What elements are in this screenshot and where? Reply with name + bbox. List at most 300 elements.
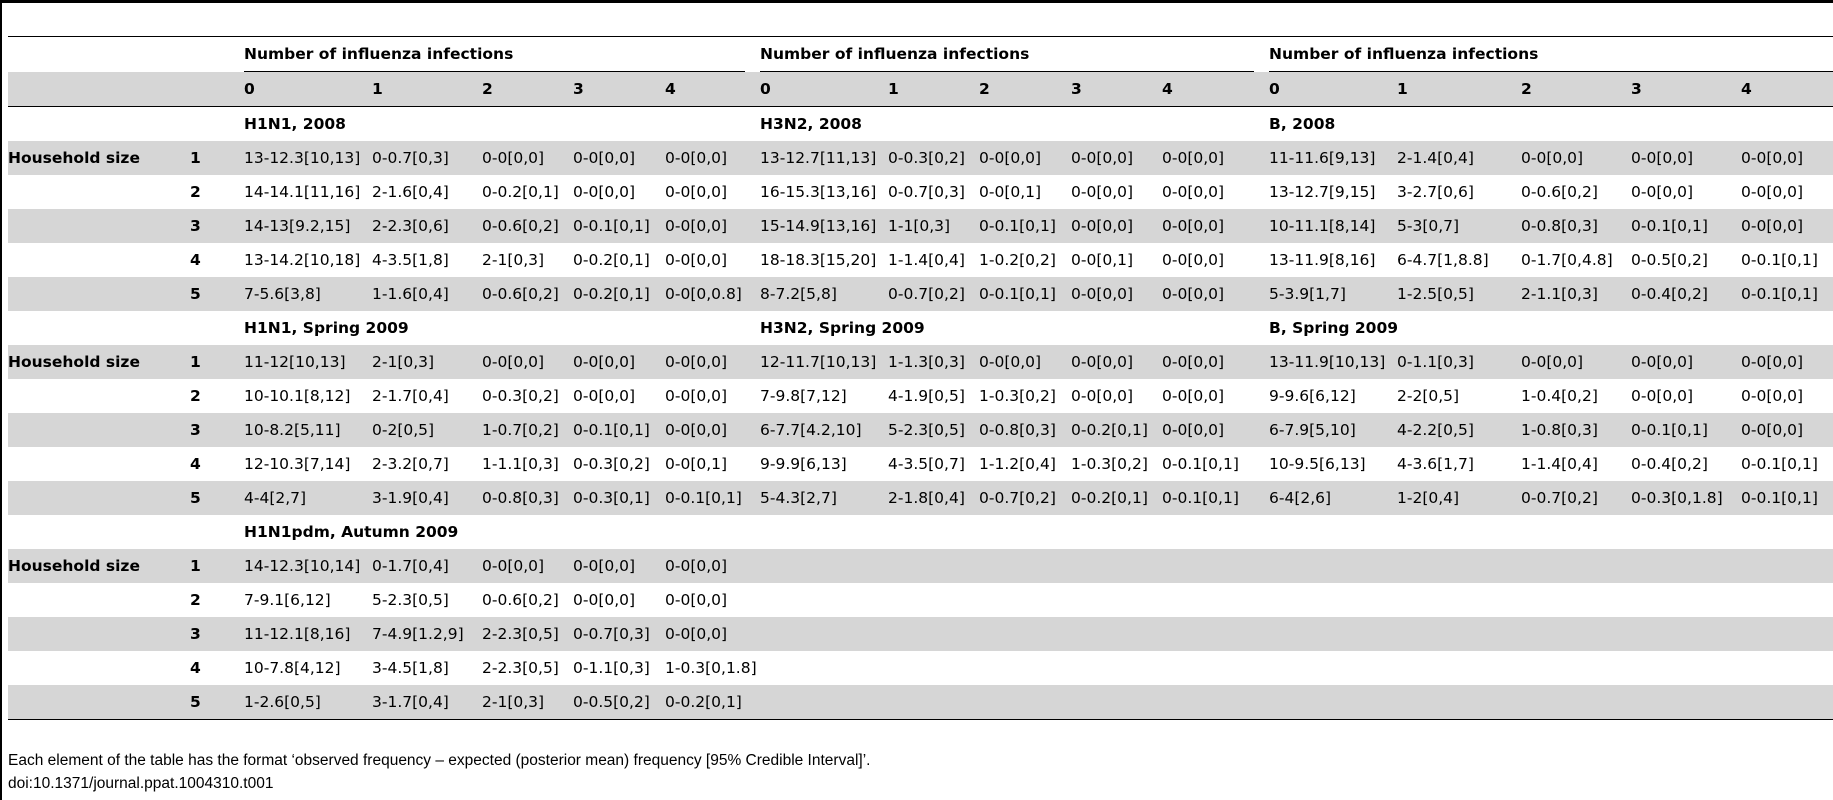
table-row: [8, 175, 1833, 209]
table-cell: 2-2.3[0,6]: [372, 209, 482, 243]
table-row: [8, 617, 1833, 651]
table-cell: 6-7.9[5,10]: [1269, 413, 1397, 447]
gap-cell: [745, 549, 760, 583]
table-cell: [1631, 651, 1741, 685]
table-cell: 0-0.3[0,1]: [573, 481, 665, 515]
table-cell: 0-0[0,0]: [482, 141, 573, 175]
table-cell: 0-0.2[0,1]: [482, 183, 559, 201]
table-cell: 0-0[0,0]: [1631, 387, 1694, 405]
table-cell: [979, 617, 1071, 651]
section-title: B, Spring 2009: [1269, 319, 1399, 337]
table-cell: [1397, 549, 1521, 583]
table-cell: 1-0.4[0,2]: [1521, 387, 1598, 405]
table-cell: 6-4.7[1,8.8]: [1397, 251, 1489, 269]
table-cell: [1397, 583, 1521, 617]
table-cell: 10-9.5[6,13]: [1269, 455, 1366, 473]
table-cell: 4-3.5[0,7]: [888, 455, 965, 473]
table-cell: 1-0.8[0,3]: [1521, 413, 1631, 447]
section-title: B, 2008: [1269, 115, 1336, 133]
table-cell: 0-0.1[0,1]: [979, 277, 1071, 311]
table-cell: [1521, 685, 1631, 720]
section-title: [1269, 515, 1833, 549]
table-cell: 4-1.9[0,5]: [888, 387, 965, 405]
table-cell: 0-0.7[0,2]: [979, 481, 1071, 515]
table-cell: 1-1.4[0,4]: [888, 251, 965, 269]
table-cell: 0-0[0,1]: [979, 183, 1042, 201]
empty-cell: [8, 107, 190, 142]
table-cell: 0-0.1[0,1]: [1631, 413, 1741, 447]
empty-cell: [8, 447, 190, 481]
table-cell: 0-0[0,0]: [482, 345, 573, 379]
table-cell: 0-0.8[0,3]: [979, 413, 1071, 447]
gap-cell: [1254, 311, 1269, 345]
table-cell: 0-0.1[0,1]: [979, 209, 1071, 243]
table-cell: 2-1.6[0,4]: [372, 183, 449, 201]
table-cell: 1-1[0,3]: [888, 209, 979, 243]
section-title: H3N2, Spring 2009: [760, 319, 925, 337]
table-cell: [1269, 685, 1397, 720]
table-cell: 0-0.1[0,1]: [1741, 481, 1833, 515]
table-row: [8, 481, 1833, 515]
table-cell: 1-1.6[0,4]: [372, 277, 482, 311]
table-cell: 0-0[0,0]: [665, 549, 745, 583]
table-cell: 0-0.2[0,1]: [665, 685, 745, 720]
table-cell: 0-0[0,0]: [1162, 413, 1254, 447]
gap-cell: [1254, 107, 1269, 142]
table-row: [8, 583, 1833, 617]
table-cell: 13-11.9[10,13]: [1269, 345, 1397, 379]
table-cell: 0-0[0,0]: [482, 549, 573, 583]
gap-cell: [745, 209, 760, 243]
table-cell: 0-0[0,0]: [1741, 345, 1833, 379]
table-cell: 0-0[0,0]: [665, 413, 745, 447]
household-size: 1: [190, 141, 244, 175]
table-cell: 0-0.2[0,1]: [1071, 413, 1162, 447]
influenza-table: [8, 36, 1833, 720]
table-cell: [760, 651, 888, 685]
table-cell: [1071, 685, 1162, 720]
empty-cell: [8, 413, 190, 447]
table-cell: [760, 583, 888, 617]
table-cell: 0-0.1[0,1]: [1162, 455, 1239, 473]
table-cell: 0-0[0,0]: [1071, 183, 1134, 201]
table-row: [8, 549, 1833, 583]
column-header: 0: [760, 72, 888, 107]
table-cell: 3-1.7[0,4]: [372, 685, 482, 720]
table-cell: 10-11.1[8,14]: [1269, 209, 1397, 243]
table-cell: 13-12.7[9,15]: [1269, 183, 1376, 201]
gap-cell: [745, 685, 760, 720]
household-size: 1: [190, 549, 244, 583]
gap-cell: [745, 175, 760, 209]
table-cell: 13-12.7[11,13]: [760, 141, 888, 175]
gap-cell: [1254, 345, 1269, 379]
table-cell: 0-0[0,0]: [1631, 183, 1694, 201]
column-header: 0: [1269, 72, 1397, 107]
table-cell: 0-0.5[0,2]: [1631, 251, 1708, 269]
table-cell: 0-0[0,0]: [1162, 209, 1254, 243]
table-cell: 12-10.3[7,14]: [244, 455, 351, 473]
table-cell: 0-0.6[0,2]: [482, 277, 573, 311]
gap-cell: [1254, 481, 1269, 515]
table-cell: [1162, 685, 1254, 720]
gap-cell: [1254, 141, 1269, 175]
row-group-label: Household size: [8, 549, 190, 583]
table-cell: 0-0[0,0]: [1741, 387, 1804, 405]
table-cell: 0-0[0,0]: [573, 345, 665, 379]
table-cell: [1631, 617, 1741, 651]
table-cell: 11-11.6[9,13]: [1269, 141, 1397, 175]
table-cell: [1269, 549, 1397, 583]
table-cell: 0-0.3[0,1.8]: [1631, 481, 1741, 515]
group-title: Number of influenza infections: [1269, 37, 1833, 72]
table-cell: [888, 617, 979, 651]
gap-cell: [1254, 617, 1269, 651]
table-cell: 5-4.3[2,7]: [760, 481, 888, 515]
section-title: H1N1, Spring 2009: [244, 319, 409, 337]
table-cell: 0-0.6[0,2]: [1521, 183, 1598, 201]
table-cell: 0-1.1[0,3]: [573, 659, 650, 677]
table-cell: 0-0.1[0,1]: [1741, 277, 1833, 311]
table-cell: 0-0[0,0]: [665, 251, 728, 269]
table-cell: 0-0.8[0,3]: [482, 481, 573, 515]
table-cell: 0-0[0,0]: [665, 141, 745, 175]
section-title-row: [8, 107, 1833, 142]
table-cell: 0-0[0,0]: [1521, 141, 1631, 175]
column-header: 0: [244, 72, 372, 107]
table-cell: [1631, 549, 1741, 583]
table-cell: 1-0.2[0,2]: [979, 251, 1056, 269]
table-row: [8, 651, 1833, 685]
table-cell: [1741, 617, 1833, 651]
table-cell: 15-14.9[13,16]: [760, 209, 888, 243]
section-title: H1N1pdm, Autumn 2009: [244, 523, 459, 541]
table-cell: [888, 549, 979, 583]
table-cell: 2-1[0,3]: [372, 345, 482, 379]
empty-cell: [190, 515, 244, 549]
table-cell: 0-0.7[0,3]: [372, 141, 482, 175]
gap-cell: [1254, 549, 1269, 583]
gap-cell: [745, 243, 760, 277]
household-size: 2: [190, 183, 201, 201]
empty-cell: [8, 617, 190, 651]
table-cell: 0-0[0,0]: [979, 141, 1071, 175]
table-cell: 0-0[0,0]: [1162, 277, 1254, 311]
gap-cell: [745, 617, 760, 651]
table-cell: 0-0[0,0]: [573, 183, 636, 201]
table-cell: 0-0.6[0,2]: [482, 591, 559, 609]
row-group-label: Household size: [8, 345, 190, 379]
table-cell: 2-1[0,3]: [482, 251, 545, 269]
table-cell: 2-2[0,5]: [1397, 387, 1460, 405]
column-header: 3: [1631, 72, 1741, 107]
table-cell: [1071, 651, 1162, 685]
gap-cell: [745, 277, 760, 311]
table-cell: 0-0[0,0]: [1162, 345, 1254, 379]
table-cell: 0-1.1[0,3]: [1397, 345, 1521, 379]
group-title: Number of influenza infections: [760, 37, 1254, 72]
table-cell: 0-0[0,0]: [1521, 345, 1631, 379]
table-cell: 2-1.1[0,3]: [1521, 277, 1631, 311]
table-cell: [1071, 583, 1162, 617]
table-cell: 0-0[0,0]: [1741, 141, 1833, 175]
empty-cell: [8, 175, 190, 209]
empty-cell: [8, 651, 190, 685]
table-cell: [760, 549, 888, 583]
table-cell: [1269, 651, 1397, 685]
table-cell: 0-0[0,0]: [1162, 141, 1254, 175]
table-cell: 7-9.1[6,12]: [244, 591, 331, 609]
table-cell: 0-1.7[0,4]: [372, 549, 482, 583]
table-cell: 0-0[0,0]: [1162, 387, 1225, 405]
table-cell: 7-4.9[1.2,9]: [372, 617, 482, 651]
household-size: 3: [190, 413, 244, 447]
gap-cell: [745, 447, 760, 481]
gap-cell: [745, 583, 760, 617]
table-cell: 0-0.8[0,3]: [1521, 209, 1631, 243]
empty-cell: [8, 685, 190, 720]
gap-cell: [1254, 583, 1269, 617]
table-cell: 0-0[0,0]: [573, 549, 665, 583]
table-cell: 0-0[0,0]: [1071, 209, 1162, 243]
gap-cell: [1254, 209, 1269, 243]
table-cell: 1-2.5[0,5]: [1397, 277, 1521, 311]
table-cell: 14-12.3[10,14]: [244, 549, 372, 583]
table-cell: 14-14.1[11,16]: [244, 183, 361, 201]
column-header: 2: [1521, 72, 1631, 107]
gap-cell: [745, 379, 760, 413]
column-header: 4: [1741, 72, 1833, 107]
gap-cell: [1254, 515, 1269, 549]
empty-cell: [8, 515, 190, 549]
gap-cell: [745, 141, 760, 175]
table-cell: 0-0[0,0]: [1162, 251, 1225, 269]
table-cell: 0-0[0,0]: [665, 387, 728, 405]
table-cell: [888, 651, 979, 685]
table-cell: 0-0.1[0,1]: [1631, 209, 1741, 243]
table-cell: 0-0.4[0,2]: [1631, 455, 1708, 473]
gap-cell: [1254, 277, 1269, 311]
table-cell: 4-3.5[1,8]: [372, 251, 449, 269]
table-cell: 0-0[0,0]: [1631, 345, 1741, 379]
column-header: 1: [372, 72, 482, 107]
table-row: [8, 277, 1833, 311]
table-cell: 8-7.2[5,8]: [760, 277, 888, 311]
table-cell: [1397, 651, 1521, 685]
table-cell: [1521, 617, 1631, 651]
gap-cell: [745, 345, 760, 379]
table-cell: 0-0[0,0]: [1071, 387, 1134, 405]
column-header: 2: [979, 72, 1071, 107]
table-cell: 0-0[0,0]: [1071, 277, 1162, 311]
table-cell: 1-1.2[0,4]: [979, 455, 1056, 473]
empty-cell: [8, 209, 190, 243]
table-cell: 13-14.2[10,18]: [244, 251, 361, 269]
table-cell: 1-1.4[0,4]: [1521, 455, 1598, 473]
household-size: 2: [190, 591, 201, 609]
table-cell: 13-11.9[8,16]: [1269, 251, 1376, 269]
table-cell: 2-1[0,3]: [482, 685, 573, 720]
table-row: [8, 413, 1833, 447]
empty-cell: [190, 311, 244, 345]
table-cell: 1-0.3[0,1.8]: [665, 659, 757, 677]
table-cell: 9-9.9[6,13]: [760, 455, 847, 473]
table-cell: 1-0.7[0,2]: [482, 413, 573, 447]
table-cell: [979, 651, 1071, 685]
table-cell: 0-0[0,0]: [573, 141, 665, 175]
table-cell: 0-0[0,0]: [1071, 345, 1162, 379]
table-cell: 0-0[0,0]: [1741, 209, 1833, 243]
table-cell: 0-0[0,0]: [573, 387, 636, 405]
household-size: 4: [190, 659, 201, 677]
table-cell: 0-0[0,0]: [665, 209, 745, 243]
table-cell: [1521, 549, 1631, 583]
group-header-row: [8, 37, 1833, 72]
table-cell: 0-0.2[0,1]: [1071, 481, 1162, 515]
table-cell: 1-2.6[0,5]: [244, 685, 372, 720]
table-cell: 10-10.1[8,12]: [244, 387, 351, 405]
table-cell: [1269, 583, 1397, 617]
table-cell: 0-0[0,0]: [1631, 141, 1741, 175]
table-cell: [760, 617, 888, 651]
table-cell: 0-0.1[0,1]: [665, 481, 745, 515]
group-title: Number of influenza infections: [244, 37, 745, 72]
table-cell: 0-0[0,0.8]: [665, 277, 745, 311]
table-row: [8, 685, 1833, 720]
table-cell: 0-0.1[0,1]: [573, 209, 665, 243]
empty-cell: [8, 311, 190, 345]
column-header: 3: [1071, 72, 1162, 107]
table-cell: [1269, 617, 1397, 651]
gap-cell: [1254, 175, 1269, 209]
household-size: 1: [190, 345, 244, 379]
table-cell: [1631, 583, 1741, 617]
table-cell: 2-1.8[0,4]: [888, 481, 979, 515]
table-cell: 0-0[0,0]: [1741, 183, 1804, 201]
table-cell: 0-0.7[0,3]: [573, 617, 665, 651]
table-cell: 0-0.5[0,2]: [573, 685, 665, 720]
table-cell: 2-3.2[0,7]: [372, 455, 449, 473]
column-header: 4: [1162, 72, 1254, 107]
table-cell: [1162, 549, 1254, 583]
column-header-row: [8, 72, 1833, 107]
table-cell: 1-1.1[0,3]: [482, 455, 559, 473]
gap-cell: [1254, 413, 1269, 447]
table-cell: 0-0.7[0,3]: [888, 183, 965, 201]
household-size: 3: [190, 209, 244, 243]
section-title: H3N2, 2008: [760, 115, 862, 133]
table-cell: 0-0.1[0,1]: [1741, 251, 1818, 269]
table-cell: [1397, 685, 1521, 720]
column-header: 2: [482, 72, 573, 107]
table-cell: [1071, 617, 1162, 651]
table-row: [8, 345, 1833, 379]
gap-cell: [745, 413, 760, 447]
table-cell: 4-4[2,7]: [244, 481, 372, 515]
table-cell: [1521, 651, 1631, 685]
table-cell: 0-0[0,0]: [979, 345, 1071, 379]
table-cell: 6-7.7[4.2,10]: [760, 413, 888, 447]
household-size: 5: [190, 685, 244, 720]
table-cell: 18-18.3[15,20]: [760, 251, 877, 269]
table-cell: [888, 583, 979, 617]
table-cell: 0-0[0,1]: [1071, 251, 1134, 269]
table-row: [8, 243, 1833, 277]
table-cell: 14-13[9.2,15]: [244, 209, 372, 243]
table-cell: [1521, 583, 1631, 617]
section-title: [760, 515, 1254, 549]
section-title-row: [8, 311, 1833, 345]
empty-cell: [8, 379, 190, 413]
table-cell: 0-0.3[0,2]: [888, 141, 979, 175]
table-cell: [1162, 617, 1254, 651]
table-cell: 5-3.9[1,7]: [1269, 277, 1397, 311]
table-cell: 0-0[0,0]: [1162, 183, 1225, 201]
table-cell: 2-1.4[0,4]: [1397, 141, 1521, 175]
table-cell: 0-0.3[0,2]: [573, 455, 650, 473]
column-header: 4: [665, 72, 745, 107]
table-cell: 0-0[0,0]: [1071, 141, 1162, 175]
table-cell: [1741, 651, 1833, 685]
table-cell: [1741, 685, 1833, 720]
table-row: [8, 209, 1833, 243]
table-cell: [979, 549, 1071, 583]
left-border: [0, 0, 2, 800]
table-cell: [1741, 583, 1833, 617]
empty-cell: [8, 583, 190, 617]
table-cell: 10-7.8[4,12]: [244, 659, 341, 677]
table-cell: 0-0.1[0,1]: [1741, 455, 1818, 473]
table-cell: 12-11.7[10,13]: [760, 345, 888, 379]
table-cell: 0-0[0,0]: [665, 591, 728, 609]
table-cell: 1-0.3[0,2]: [979, 387, 1056, 405]
table-cell: [1162, 651, 1254, 685]
table-cell: [1397, 617, 1521, 651]
table-cell: 13-12.3[10,13]: [244, 141, 372, 175]
table-cell: 0-0.1[0,1]: [573, 413, 665, 447]
table-cell: 11-12[10,13]: [244, 345, 372, 379]
table-cell: [760, 685, 888, 720]
table-cell: 1-0.3[0,2]: [1071, 455, 1148, 473]
table-cell: 0-0.7[0,2]: [888, 277, 979, 311]
gap-cell: [1254, 243, 1269, 277]
table-cell: 3-4.5[1,8]: [372, 659, 449, 677]
column-header: 1: [888, 72, 979, 107]
household-size: 5: [190, 481, 244, 515]
empty-cell: [8, 277, 190, 311]
household-size: 2: [190, 387, 201, 405]
table-cell: 5-2.3[0,5]: [888, 413, 979, 447]
section-title-row: [8, 515, 1833, 549]
household-size: 4: [190, 251, 201, 269]
table-cell: 3-1.9[0,4]: [372, 481, 482, 515]
table-cell: 3-2.7[0,6]: [1397, 183, 1474, 201]
table-cell: 0-0[0,0]: [1741, 413, 1833, 447]
empty-cell: [8, 243, 190, 277]
top-border: [0, 0, 1833, 3]
empty-cell: [190, 107, 244, 142]
table-cell: 0-0.1[0,1]: [1162, 481, 1254, 515]
table-cell: 9-9.6[6,12]: [1269, 387, 1356, 405]
table-cell: [888, 685, 979, 720]
gap-cell: [745, 515, 760, 549]
table-cell: 1-2[0,4]: [1397, 481, 1521, 515]
gap-cell: [1254, 379, 1269, 413]
table-cell: 4-2.2[0,5]: [1397, 413, 1521, 447]
table-cell: [1071, 549, 1162, 583]
table-cell: 6-4[2,6]: [1269, 481, 1397, 515]
table-cell: 10-8.2[5,11]: [244, 413, 372, 447]
